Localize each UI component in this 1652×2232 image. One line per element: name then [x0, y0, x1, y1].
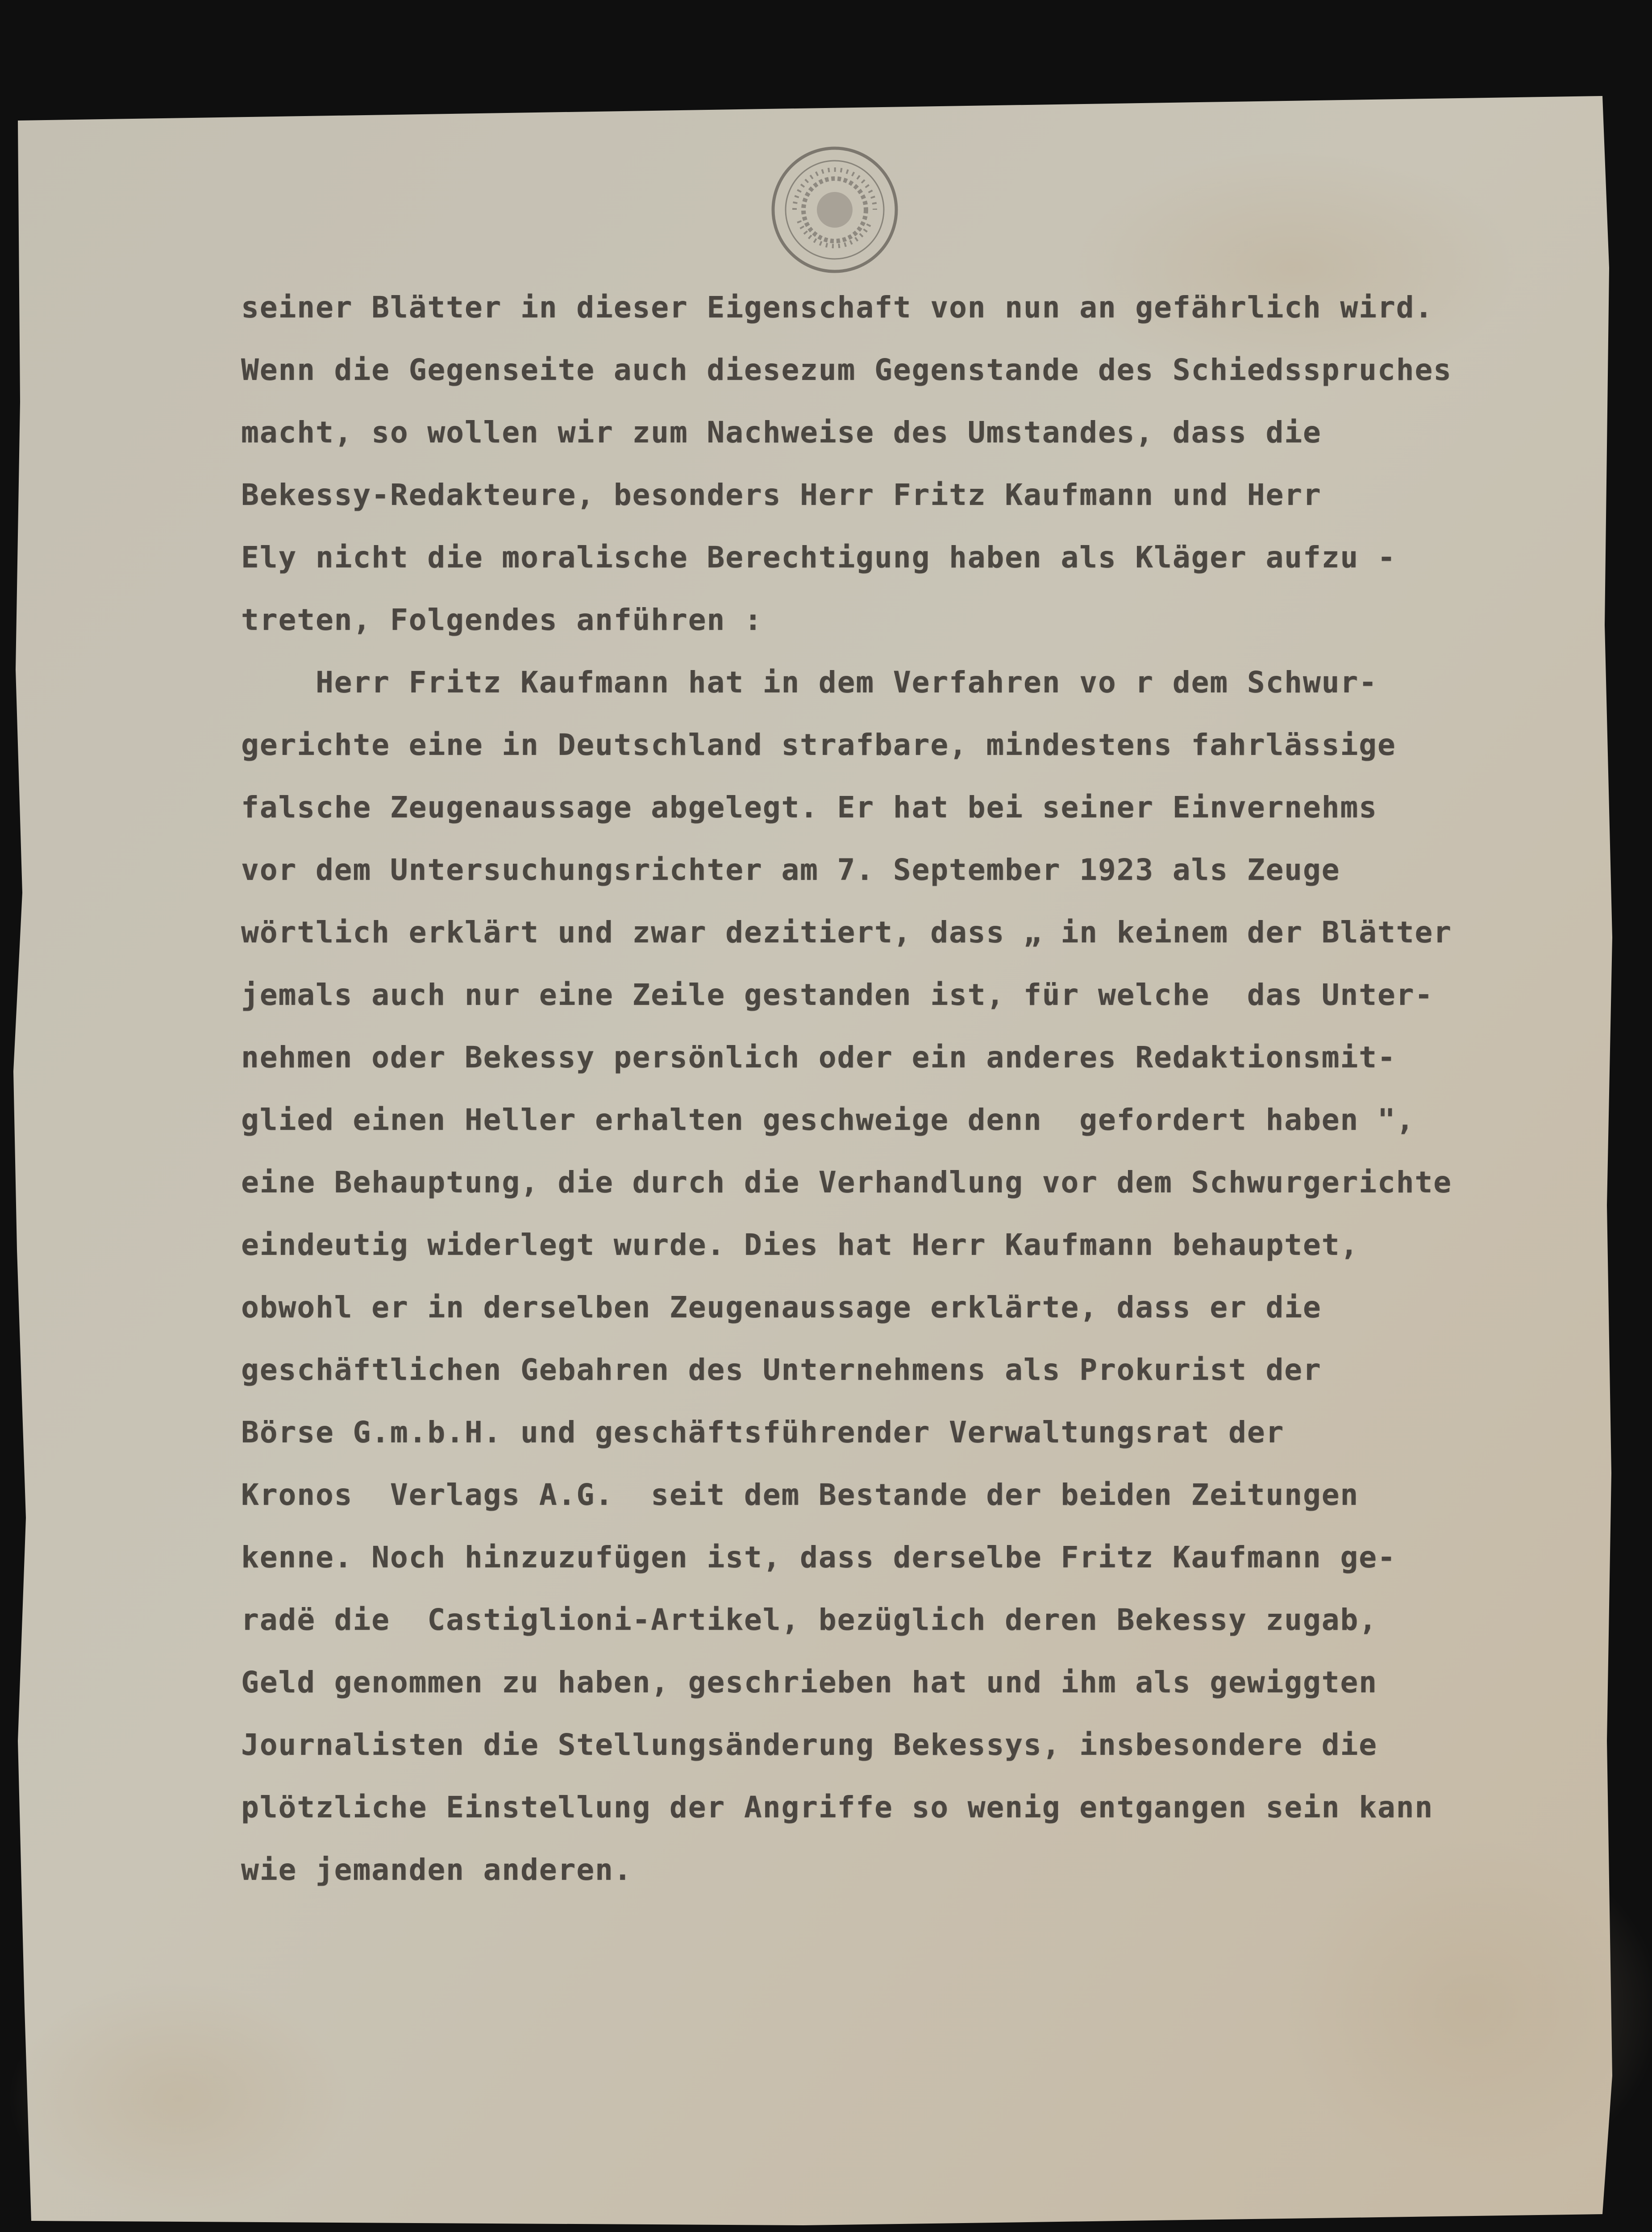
- text-line: wörtlich erklärt und zwar dezitiert, dass „ in keinem der Blätter: [241, 915, 1452, 949]
- text-line: kenne. Noch hinzuzufügen ist, dass derselbe Fritz Kaufmann ge-: [241, 1540, 1396, 1574]
- text-line: Bekessy-Redakteure, besonders Herr Fritz Kaufmann und Herr: [241, 478, 1322, 512]
- text-line: radë die Castiglioni-Artikel, bezüglich deren Bekessy zugab,: [241, 1603, 1377, 1637]
- text-line: obwohl er in derselben Zeugenaussage erklärte, dass er die: [241, 1290, 1322, 1324]
- text-line: eindeutig widerlegt wurde. Dies hat Herr Kaufmann behauptet,: [241, 1228, 1359, 1262]
- official-seal: [768, 143, 902, 277]
- text-line: treten, Folgendes anführen :: [241, 603, 763, 637]
- text-line: Geld genommen zu haben, geschrieben hat und ihm als gewiggten: [241, 1665, 1377, 1699]
- text-line: falsche Zeugenaussage abgelegt. Er hat bei seiner Einvernehms: [241, 790, 1377, 825]
- text-line: jemals auch nur eine Zeile gestanden ist, für welche das Unter-: [241, 978, 1434, 1012]
- text-line: geschäftlichen Gebahren des Unternehmens als Prokurist der: [241, 1353, 1322, 1387]
- text-line: glied einen Heller erhalten geschweige denn gefordert haben ",: [241, 1103, 1415, 1137]
- text-line: Wenn die Gegenseite auch diesezum Gegenstande des Schiedsspruches: [241, 353, 1452, 387]
- text-line: eine Behauptung, die durch die Verhandlung vor dem Schwurgerichte: [241, 1165, 1452, 1199]
- text-line: vor dem Untersuchungsrichter am 7. September 1923 als Zeuge: [241, 853, 1340, 887]
- text-line: Journalisten die Stellungsänderung Bekessys, insbesondere die: [241, 1728, 1377, 1762]
- text-line: macht, so wollen wir zum Nachweise des Umstandes, dass die: [241, 415, 1322, 450]
- text-line: Kronos Verlags A.G. seit dem Bestande der beiden Zeitungen: [241, 1478, 1359, 1512]
- text-line: wie jemanden anderen.: [241, 1853, 633, 1887]
- text-line: gerichte eine in Deutschland strafbare, mindestens fahrlässige: [241, 728, 1396, 762]
- text-line: Börse G.m.b.H. und geschäftsführender Verwaltungsrat der: [241, 1415, 1285, 1449]
- text-line: Ely nicht die moralische Berechtigung haben als Kläger aufzu -: [241, 540, 1396, 575]
- text-line: seiner Blätter in dieser Eigenschaft von nun an gefährlich wird.: [241, 290, 1434, 325]
- text-line: plötzliche Einstellung der Angriffe so wenig entgangen sein kann: [241, 1790, 1434, 1824]
- seal-icon: [768, 143, 902, 277]
- text-line: nehmen oder Bekessy persönlich oder ein anderes Redaktionsmit-: [241, 1040, 1396, 1074]
- text-line: Herr Fritz Kaufmann hat in dem Verfahren vo r dem Schwur-: [241, 665, 1377, 700]
